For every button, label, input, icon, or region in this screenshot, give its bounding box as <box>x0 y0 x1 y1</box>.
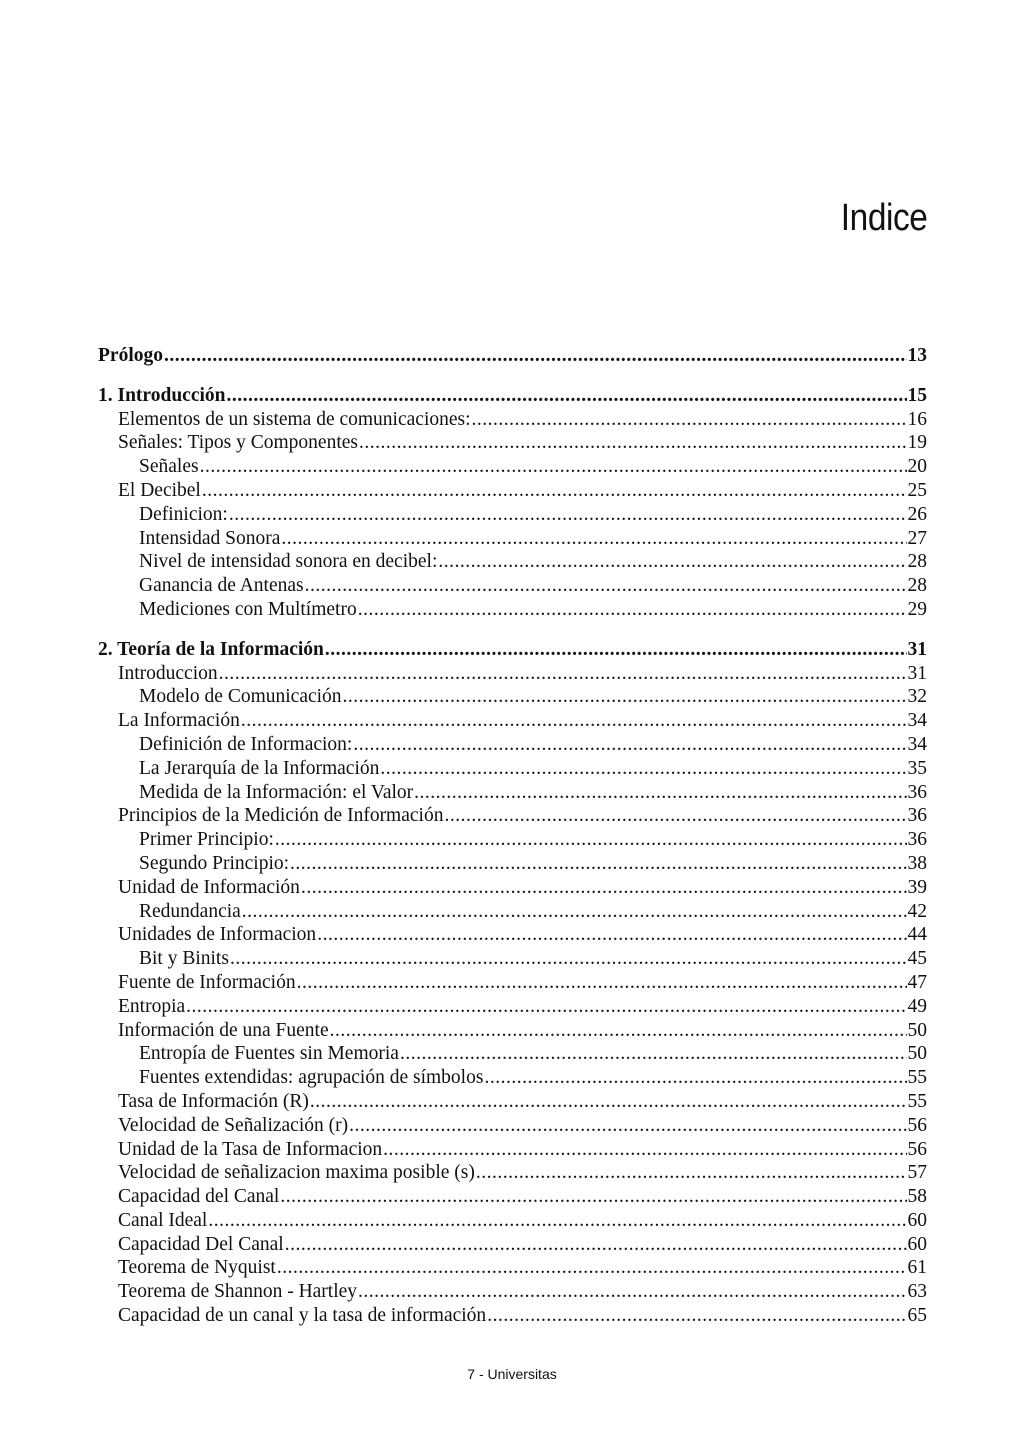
toc-page-number: 60 <box>907 1233 927 1255</box>
toc-entry-title: La Jerarquía de la Información <box>139 757 380 779</box>
toc-page-number: 34 <box>907 710 927 732</box>
toc-entry-title: Segundo Principio: <box>139 852 290 874</box>
toc-dot-leader <box>400 1042 907 1066</box>
toc-dot-leader <box>229 503 907 527</box>
toc-section-entry[interactable] <box>98 923 927 947</box>
toc-section-entry[interactable] <box>98 1185 927 1209</box>
toc-dot-leader <box>317 923 906 947</box>
toc-page-number: 28 <box>907 575 927 597</box>
toc-page-number: 19 <box>907 432 927 454</box>
toc-dot-leader <box>349 1114 906 1138</box>
toc-page-number: 34 <box>907 733 927 755</box>
toc-section-entry[interactable] <box>98 408 927 432</box>
toc-dot-leader <box>383 1138 906 1162</box>
toc-entry-title: Teorema de Nyquist <box>118 1257 276 1279</box>
toc-dot-leader <box>208 1209 906 1233</box>
toc-section-entry[interactable] <box>98 1114 927 1138</box>
toc-subsection-entry[interactable] <box>98 852 927 876</box>
toc-page-number: 55 <box>907 1090 927 1112</box>
toc-dot-leader <box>202 479 907 503</box>
toc-entry-title: Medida de la Información: el Valor <box>139 781 414 803</box>
toc-entry-title: Entropía de Fuentes sin Memoria <box>139 1043 399 1065</box>
toc-page-number: 50 <box>907 1043 927 1065</box>
toc-section-entry[interactable] <box>98 1233 927 1257</box>
toc-page-number: 63 <box>907 1281 927 1303</box>
toc-dot-leader <box>164 344 907 368</box>
toc-entry-title: Capacidad de un canal y la tasa de información <box>118 1305 487 1327</box>
toc-subsection-entry[interactable] <box>98 733 927 757</box>
toc-page-number: 16 <box>907 408 927 430</box>
toc-dot-leader <box>444 804 906 828</box>
toc-section-entry[interactable] <box>98 1304 927 1328</box>
toc-section-entry[interactable] <box>98 804 927 828</box>
toc-page-number: 44 <box>907 924 927 946</box>
toc-section-entry[interactable] <box>98 431 927 455</box>
toc-subsection-entry[interactable] <box>98 527 927 551</box>
toc-dot-leader <box>353 733 906 757</box>
toc-dot-leader <box>277 1256 907 1280</box>
toc-entry-title: El Decibel <box>118 479 201 501</box>
toc-subsection-entry[interactable] <box>98 455 927 479</box>
toc-section-entry[interactable] <box>98 995 927 1019</box>
toc-page-number: 13 <box>907 345 927 366</box>
toc-entry-title: Intensidad Sonora <box>139 527 281 549</box>
toc-page-number: 31 <box>907 638 927 660</box>
toc-dot-leader <box>275 828 907 852</box>
toc-dot-leader <box>305 574 907 598</box>
table-of-contents <box>98 344 927 1328</box>
toc-page-number: 28 <box>907 551 927 573</box>
toc-subsection-entry[interactable] <box>98 550 927 574</box>
toc-section-entry[interactable] <box>98 662 927 686</box>
toc-entry-title: Ganancia de Antenas <box>139 575 304 597</box>
toc-page-number: 58 <box>907 1186 927 1208</box>
toc-dot-leader <box>227 384 907 408</box>
toc-entry-title: Fuente de Información <box>118 971 296 993</box>
toc-entry-title: Unidades de Informacion <box>118 924 317 946</box>
toc-dot-leader <box>484 1066 906 1090</box>
toc-page-number: 57 <box>907 1162 927 1184</box>
toc-page-number: 31 <box>907 662 927 684</box>
toc-entry-title: Redundancia <box>139 900 241 922</box>
toc-subsection-entry[interactable] <box>98 828 927 852</box>
toc-entry-title: 1. Introducción <box>98 384 226 406</box>
toc-dot-leader <box>325 638 907 662</box>
toc-entry-title: Nivel de intensidad sonora en decibel: <box>139 551 438 573</box>
toc-page-number: 60 <box>907 1209 927 1231</box>
toc-entry-title: Canal Ideal <box>118 1209 208 1231</box>
toc-entry-title: Mediciones con Multímetro <box>139 598 357 620</box>
toc-section-entry[interactable] <box>98 1090 927 1114</box>
toc-page-number: 27 <box>907 527 927 549</box>
toc-entry-title: Capacidad del Canal <box>118 1186 280 1208</box>
toc-page-number: 42 <box>907 900 927 922</box>
toc-dot-leader <box>330 1019 907 1043</box>
toc-subsection-entry[interactable] <box>98 1066 927 1090</box>
toc-dot-leader <box>242 900 907 924</box>
toc-page-number: 56 <box>907 1114 927 1136</box>
toc-dot-leader <box>358 598 907 622</box>
toc-dot-leader <box>200 455 907 479</box>
toc-entry-title: 2. Teoría de la Información <box>98 638 324 660</box>
toc-entry-title: Señales: Tipos y Componentes <box>118 432 358 454</box>
toc-entry-title: Velocidad de señalizacion maxima posible (s) <box>118 1162 475 1184</box>
page-title: Indice <box>840 197 927 240</box>
toc-subsection-entry[interactable] <box>98 503 927 527</box>
toc-page-number: 29 <box>907 598 927 620</box>
toc-chapter-entry[interactable] <box>98 384 927 408</box>
toc-page-number: 32 <box>907 686 927 708</box>
toc-page-number: 20 <box>907 456 927 478</box>
toc-section-entry[interactable] <box>98 709 927 733</box>
toc-entry-title: Entropia <box>118 995 186 1017</box>
toc-section-entry[interactable] <box>98 1256 927 1280</box>
toc-dot-leader <box>380 757 906 781</box>
toc-dot-leader <box>476 1161 907 1185</box>
toc-dot-leader <box>297 971 907 995</box>
toc-entry-title: Señales <box>139 456 199 478</box>
toc-entry-title: Capacidad Del Canal <box>118 1233 284 1255</box>
toc-dot-leader <box>438 550 906 574</box>
toc-chapter-entry[interactable] <box>98 344 927 368</box>
toc-chapter-entry[interactable] <box>98 638 927 662</box>
toc-entry-title: Introduccion <box>118 662 218 684</box>
toc-entry-title: Información de una Fuente <box>118 1019 329 1041</box>
toc-dot-leader <box>310 1090 907 1114</box>
toc-entry-title: Modelo de Comunicación <box>139 686 342 708</box>
toc-entry-title: Prólogo <box>98 345 163 366</box>
toc-dot-leader <box>186 995 906 1019</box>
toc-section-entry[interactable] <box>98 479 927 503</box>
toc-dot-leader <box>414 781 906 805</box>
toc-dot-leader <box>281 527 906 551</box>
toc-entry-title: Velocidad de Señalización (r) <box>118 1114 349 1136</box>
toc-section-entry[interactable] <box>98 1280 927 1304</box>
toc-subsection-entry[interactable] <box>98 1042 927 1066</box>
toc-subsection-entry[interactable] <box>98 781 927 805</box>
toc-dot-leader <box>241 709 907 733</box>
toc-page-number: 55 <box>907 1067 927 1089</box>
toc-subsection-entry[interactable] <box>98 900 927 924</box>
toc-page-number: 50 <box>907 1019 927 1041</box>
toc-dot-leader <box>219 662 907 686</box>
toc-entry-title: Principios de la Medición de Información <box>118 805 444 827</box>
toc-section-entry[interactable] <box>98 1209 927 1233</box>
toc-entry-title: Teorema de Shannon - Hartley <box>118 1281 358 1303</box>
toc-page-number: 56 <box>907 1138 927 1160</box>
toc-dot-leader <box>343 685 907 709</box>
toc-subsection-entry[interactable] <box>98 574 927 598</box>
page-footer: 7 - Universitas <box>467 1366 557 1382</box>
toc-dot-leader <box>290 852 906 876</box>
toc-entry-title: Elementos de un sistema de comunicaciones: <box>118 408 471 430</box>
toc-dot-leader <box>487 1304 906 1328</box>
toc-dot-leader <box>358 1280 906 1304</box>
toc-section-entry[interactable] <box>98 1138 927 1162</box>
toc-page-number: 39 <box>907 876 927 898</box>
toc-entry-title: Primer Principio: <box>139 829 274 851</box>
toc-subsection-entry[interactable] <box>98 757 927 781</box>
toc-entry-title: Unidad de Información <box>118 876 300 898</box>
toc-page-number: 61 <box>907 1257 927 1279</box>
toc-page-number: 65 <box>907 1305 927 1327</box>
toc-dot-leader <box>230 947 907 971</box>
toc-dot-leader <box>280 1185 906 1209</box>
toc-page-number: 26 <box>907 503 927 525</box>
toc-page-number: 36 <box>907 781 927 803</box>
toc-section-entry[interactable] <box>98 1161 927 1185</box>
toc-subsection-entry[interactable] <box>98 947 927 971</box>
toc-section-entry[interactable] <box>98 1019 927 1043</box>
toc-entry-title: Tasa de Información (R) <box>118 1090 309 1112</box>
toc-page-number: 36 <box>907 829 927 851</box>
toc-dot-leader <box>359 431 907 455</box>
toc-page-number: 36 <box>907 805 927 827</box>
toc-page-number: 35 <box>907 757 927 779</box>
toc-entry-title: Definicion: <box>139 503 228 525</box>
toc-section-entry[interactable] <box>98 876 927 900</box>
toc-page-number: 45 <box>907 948 927 970</box>
toc-page-number: 49 <box>907 995 927 1017</box>
toc-entry-title: Definición de Informacion: <box>139 733 353 755</box>
toc-page-number: 47 <box>907 971 927 993</box>
toc-dot-leader <box>285 1233 907 1257</box>
toc-dot-leader <box>472 408 907 432</box>
toc-dot-leader <box>301 876 907 900</box>
toc-page-number: 38 <box>907 852 927 874</box>
toc-entry-title: Unidad de la Tasa de Informacion <box>118 1138 383 1160</box>
toc-subsection-entry[interactable] <box>98 685 927 709</box>
toc-section-entry[interactable] <box>98 971 927 995</box>
toc-entry-title: Bit y Binits <box>139 948 229 970</box>
toc-entry-title: La Información <box>118 710 240 732</box>
toc-page-number: 15 <box>907 384 927 406</box>
toc-subsection-entry[interactable] <box>98 598 927 622</box>
toc-page-number: 25 <box>907 479 927 501</box>
toc-entry-title: Fuentes extendidas: agrupación de símbolos <box>139 1067 484 1089</box>
